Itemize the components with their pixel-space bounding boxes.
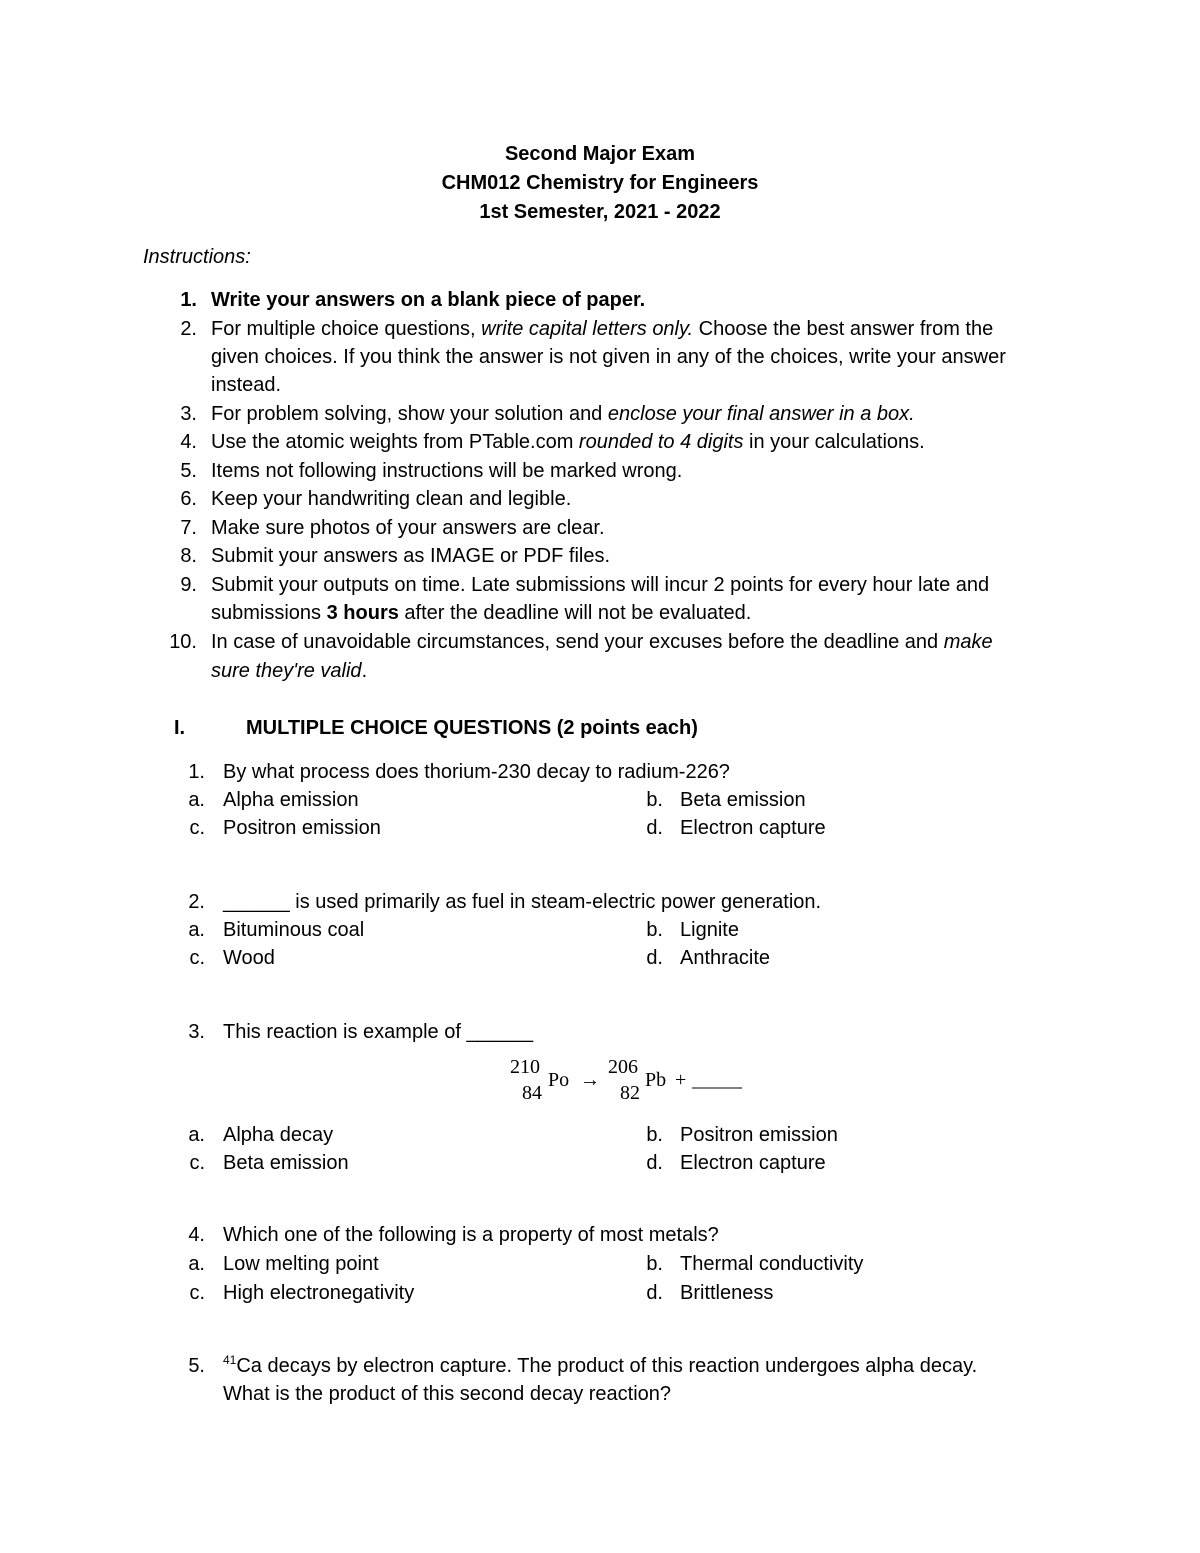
choice-letter-b: b. xyxy=(646,789,663,811)
choice-b: Positron emission xyxy=(680,1124,838,1146)
instruction-item: Make sure photos of your answers are clear. xyxy=(211,517,605,539)
instruction-item: Submit your answers as IMAGE or PDF files. xyxy=(211,545,611,567)
choice-letter-a: a. xyxy=(188,789,205,811)
choice-d: Anthracite xyxy=(680,947,771,969)
choice-letter-b: b. xyxy=(646,919,663,941)
choice-b: Lignite xyxy=(680,919,739,941)
choice-d: Electron capture xyxy=(680,1152,826,1174)
daughter-mass-number: 206 xyxy=(608,1056,638,1078)
choice-a: Alpha decay xyxy=(223,1124,334,1146)
choice-letter-d: d. xyxy=(646,817,663,839)
choice-letter-a: a. xyxy=(188,1124,205,1146)
question-text: This reaction is example of ______ xyxy=(223,1021,534,1043)
choice-b: Thermal conductivity xyxy=(680,1253,864,1275)
instruction-item-continued: sure they're valid. xyxy=(211,660,368,682)
choice-letter-c: c. xyxy=(189,1152,205,1174)
choice-b: Beta emission xyxy=(680,789,806,811)
instruction-number: 1. xyxy=(180,289,197,311)
parent-atomic-number: 84 xyxy=(522,1082,542,1104)
parent-mass-number: 210 xyxy=(510,1056,540,1078)
plus-symbol: + xyxy=(675,1069,687,1091)
choice-letter-a: a. xyxy=(188,919,205,941)
course-name: CHM012 Chemistry for Engineers xyxy=(441,172,759,194)
choice-letter-c: c. xyxy=(189,947,205,969)
question-number: 2. xyxy=(188,891,205,913)
daughter-symbol: Pb xyxy=(645,1069,667,1091)
answer-blank: _____ xyxy=(692,1069,742,1091)
instruction-number: 10. xyxy=(169,631,197,653)
instruction-number: 7. xyxy=(180,517,197,539)
instruction-item: For multiple choice questions, write capital letters only. Choose the best answer from the xyxy=(211,318,994,340)
question-number: 1. xyxy=(188,761,205,783)
arrow-symbol: → xyxy=(580,1069,600,1091)
instruction-number: 3. xyxy=(180,403,197,425)
choice-letter-d: d. xyxy=(646,947,663,969)
choice-a: Bituminous coal xyxy=(223,919,365,941)
choice-letter-c: c. xyxy=(189,1282,205,1304)
question-number: 4. xyxy=(188,1224,205,1246)
instruction-item: For problem solving, show your solution and enclose your final answer in a box. xyxy=(211,403,915,425)
question-text: Which one of the following is a property of most metals? xyxy=(223,1224,719,1246)
choice-letter-d: d. xyxy=(646,1152,663,1174)
choice-letter-b: b. xyxy=(646,1124,663,1146)
parent-symbol: Po xyxy=(548,1069,570,1091)
question-text: By what process does thorium-230 decay to radium-226? xyxy=(223,761,730,783)
instruction-item-continued: given choices. If you think the answer is not given in any of the choices, write your answer xyxy=(211,346,1006,368)
instruction-item: Write your answers on a blank piece of paper. xyxy=(211,289,646,311)
mass-number-superscript: 41 xyxy=(223,1353,237,1367)
choice-letter-b: b. xyxy=(646,1253,663,1275)
instruction-item-continued: instead. xyxy=(211,374,282,396)
section-numeral: I. xyxy=(174,717,186,739)
choice-letter-c: c. xyxy=(189,817,205,839)
instruction-item: Use the atomic weights from PTable.com rounded to 4 digits in your calculations. xyxy=(211,431,925,453)
instruction-number: 6. xyxy=(180,488,197,510)
choice-d: Electron capture xyxy=(680,817,826,839)
choice-c: Wood xyxy=(223,947,275,969)
nuclear-equation xyxy=(508,1056,768,1106)
instruction-number: 2. xyxy=(180,318,197,340)
instruction-item: Items not following instructions will be marked wrong. xyxy=(211,460,683,482)
daughter-atomic-number: 82 xyxy=(620,1082,640,1104)
section-title: MULTIPLE CHOICE QUESTIONS (2 points each) xyxy=(246,717,698,739)
instruction-item: In case of unavoidable circumstances, send your excuses before the deadline and make xyxy=(211,631,993,653)
instruction-item: Submit your outputs on time. Late submissions will incur 2 points for every hour late and xyxy=(211,574,990,596)
semester: 1st Semester, 2021 - 2022 xyxy=(479,201,721,223)
choice-letter-a: a. xyxy=(188,1253,205,1275)
instruction-number: 9. xyxy=(180,574,197,596)
choice-a: Alpha emission xyxy=(223,789,359,811)
choice-letter-d: d. xyxy=(646,1282,663,1304)
instruction-item-continued: submissions 3 hours after the deadline will not be evaluated. xyxy=(211,602,752,624)
exam-title: Second Major Exam xyxy=(504,143,696,165)
instructions-label: Instructions: xyxy=(143,246,251,268)
question-text-continued: What is the product of this second decay reaction? xyxy=(223,1383,672,1405)
choice-c: Positron emission xyxy=(223,817,381,839)
instruction-number: 5. xyxy=(180,460,197,482)
choice-a: Low melting point xyxy=(223,1253,379,1275)
instruction-number: 8. xyxy=(180,545,197,567)
instruction-item: Keep your handwriting clean and legible. xyxy=(211,488,572,510)
choice-c: Beta emission xyxy=(223,1152,349,1174)
choice-c: High electronegativity xyxy=(223,1282,415,1304)
instruction-number: 4. xyxy=(180,431,197,453)
choice-d: Brittleness xyxy=(680,1282,774,1304)
question-text: $^{41}$Ca decays by electron capture. The product of this reaction undergoes alpha decay. xyxy=(223,1353,978,1377)
question-number: 5. xyxy=(188,1355,205,1377)
question-number: 3. xyxy=(188,1021,205,1043)
question-text: ______ is used primarily as fuel in steam-electric power generation. xyxy=(223,891,822,913)
